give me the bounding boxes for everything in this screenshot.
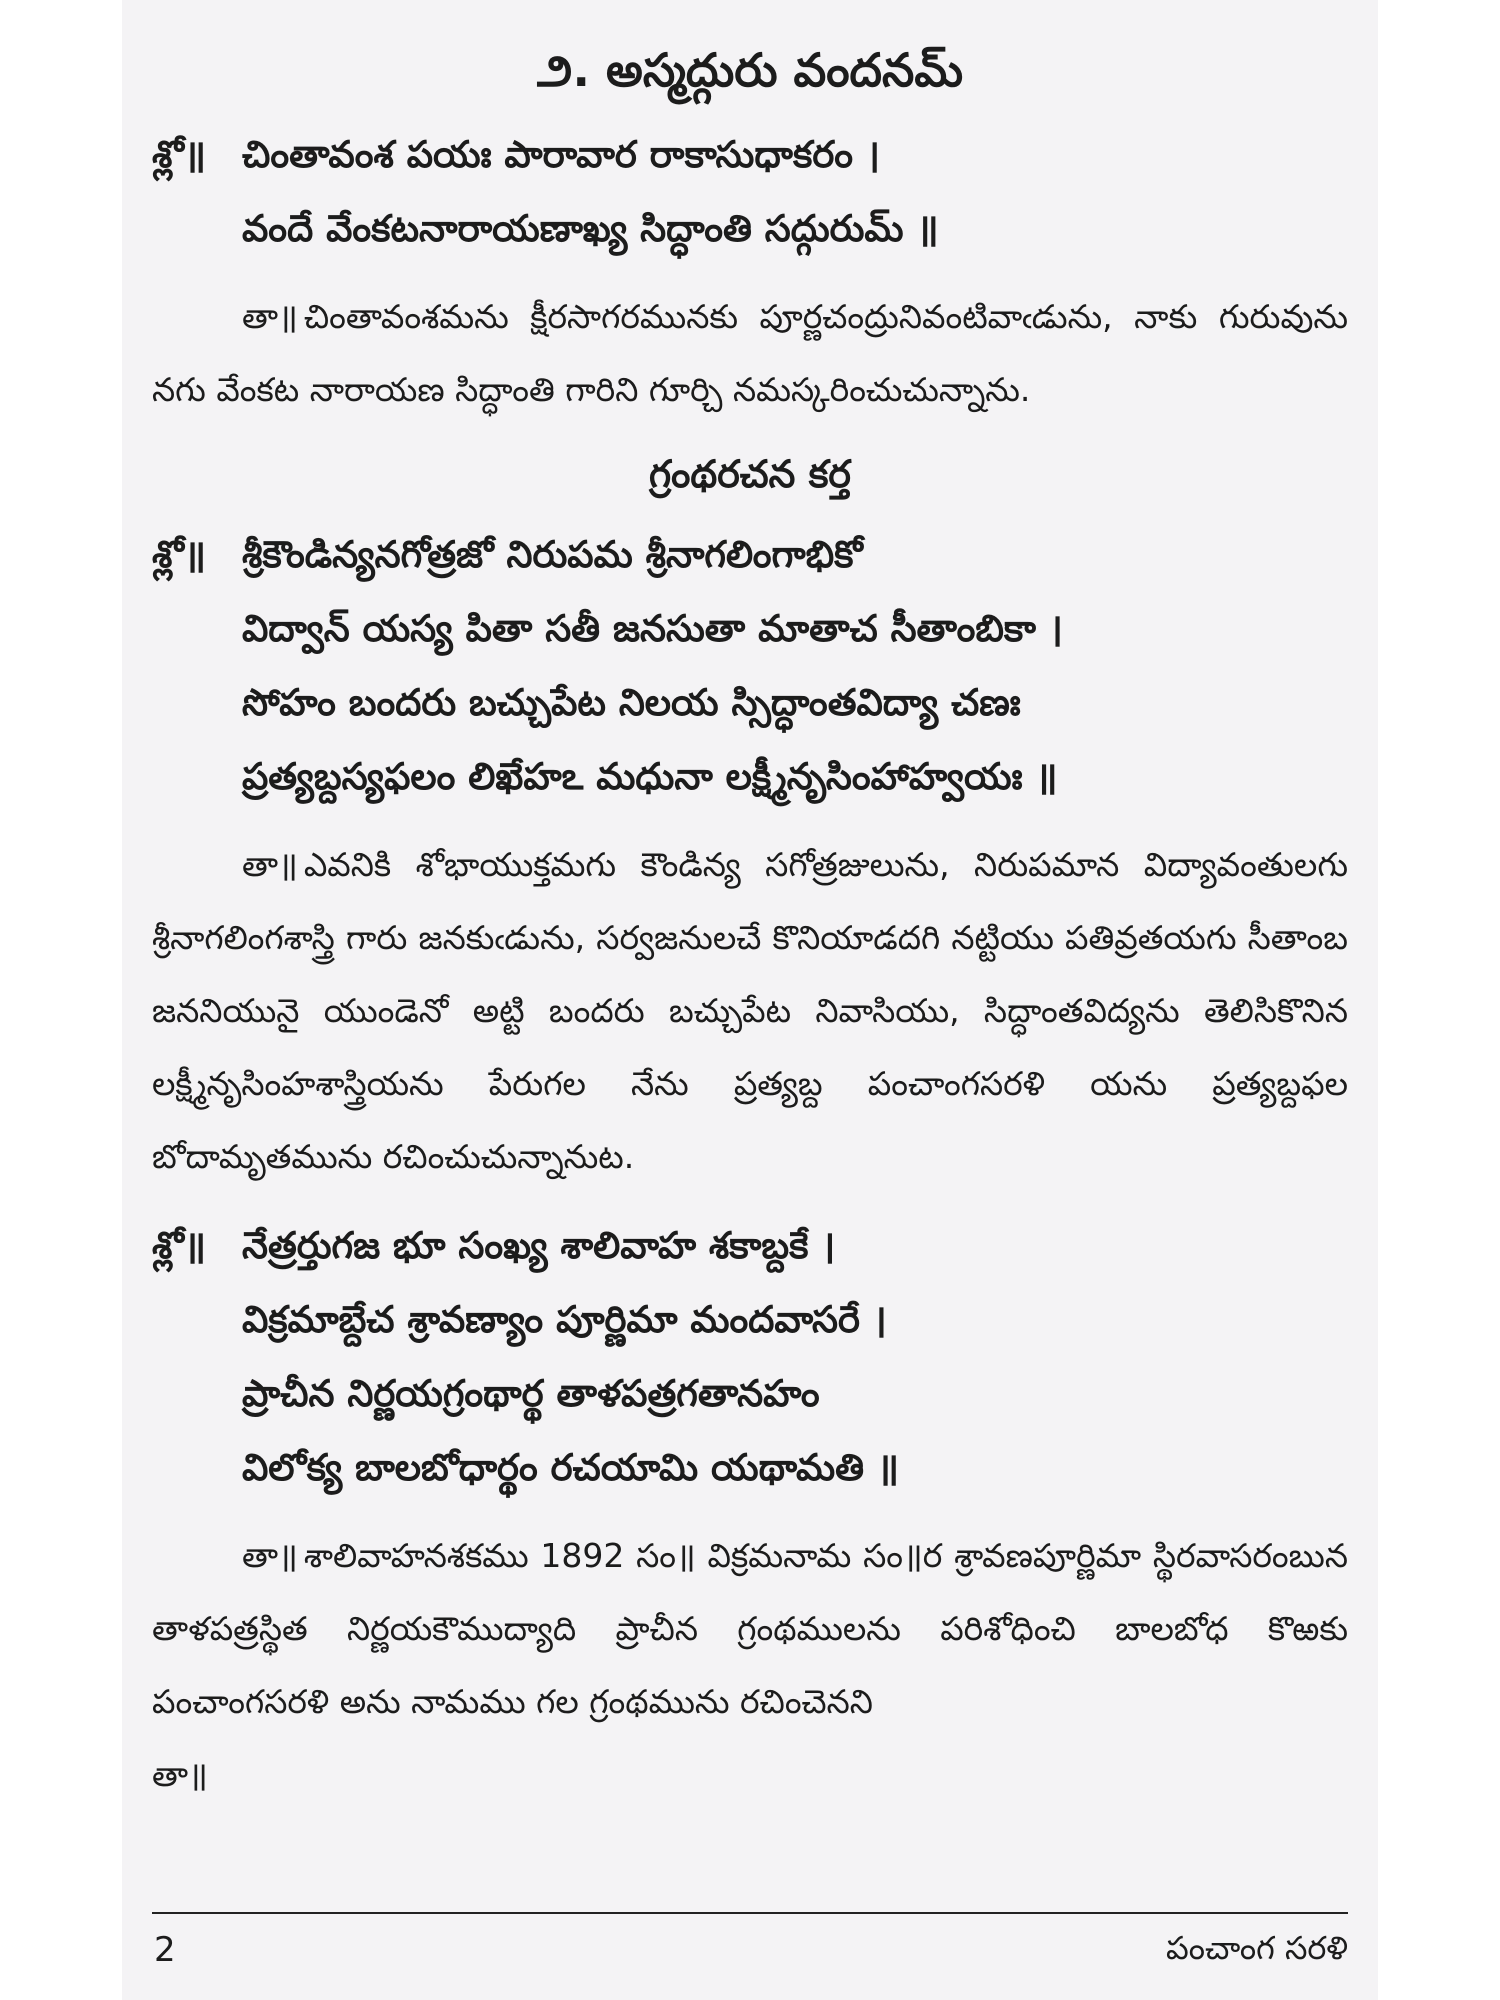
shloka-marker: శ్లో॥ <box>152 533 207 576</box>
shloka-text: సోహం బందరు బచ్చుపేట నిలయ స్సిద్ధాంతవిద్యా చణః <box>242 681 1021 724</box>
shloka-line <box>152 118 1348 192</box>
shloka-text: వందే వేంకటనారాయణాఖ్య సిద్ధాంతి సద్గురుమ్ ॥ <box>242 207 939 250</box>
page-content <box>152 40 1348 1827</box>
meaning-closing: తా॥ <box>152 1755 208 1794</box>
shloka-line <box>152 1357 1348 1431</box>
shloka-guru-vandanam <box>152 118 1348 266</box>
shloka-text: విక్రమాబ్దేచ శ్రావణ్యాం పూర్ణిమా మందవాసరే । <box>242 1298 887 1341</box>
shloka-text: విలోక్య బాలబోధార్థం రచయామి యథామతి ॥ <box>242 1446 900 1489</box>
meaning-text: చింతావంశమను క్షీరసాగరమునకు పూర్ణచంద్రునివంటివాఁడును, నాకు గురువును నగు వేంకట నారాయణ సిద్ధాంతి గారిని గూర్చి నమస్కరించుచున్నాను. <box>152 297 1348 409</box>
shloka-line <box>152 740 1348 814</box>
shloka-line <box>152 518 1348 592</box>
shloka-line <box>152 1283 1348 1357</box>
shloka-text: విద్వాన్ యస్య పితా సతీ జనసుతా మాతాచ సీతాంబికా । <box>242 607 1063 650</box>
shloka-author <box>152 518 1348 814</box>
section-heading: గ్రంథరచన కర్త <box>649 452 851 496</box>
meaning-prefix: తా॥ <box>242 297 298 336</box>
shloka-text: ప్రత్యబ్దస్యఫలం లిఖేహఽ మధునా లక్ష్మీనృసింహాహ్వయః ॥ <box>242 755 1058 798</box>
shloka-text: నేత్రర్తుగజ భూ సంఖ్య శాలివాహ శకాబ్దకే । <box>242 1224 836 1267</box>
footer-divider <box>152 1912 1348 1914</box>
shloka-text: ప్రాచీన నిర్ణయగ్రంథార్థ తాళపత్రగతానహం <box>242 1372 820 1415</box>
shloka-date <box>152 1209 1348 1505</box>
meaning-paragraph <box>152 280 1348 426</box>
page-title: ౨. అస్మద్గురు వందనమ్ <box>536 43 963 97</box>
shloka-marker: శ్లో॥ <box>152 133 207 176</box>
shloka-line <box>152 592 1348 666</box>
shloka-text: శ్రీకౌండిన్యనగోత్రజో నిరుపమ శ్రీనాగలింగాభికో <box>242 533 863 576</box>
shloka-line <box>152 1209 1348 1283</box>
shloka-text: చింతావంశ పయః పారావార రాకాసుధాకరం । <box>242 133 880 176</box>
shloka-line <box>152 666 1348 740</box>
meaning-paragraph <box>152 1519 1348 1811</box>
meaning-text: ఎవనికి శోభాయుక్తమగు కౌండిన్య సగోత్రజులును, నిరుపమాన విద్యావంతులగు శ్రీనాగలింగశాస్త్రి గారు జనకుఁడును, సర్వజనులచే కొనియాడదగి నట్టియు పతివ్రతయగు సీతాంబ జననియునై యుండెనో అట్టి బందరు బచ్చుపేట నివాసియు, సిద్ధాంతవిద్యను తెలిసికొనిన లక్ష్మీనృసింహశాస్త్రియను పేరుగల నేను ప్రత్యబ్ద పంచాంగసరళి యను ప్రత్యబ్దఫల బోదామృతమును రచించుచున్నానుట. <box>152 845 1348 1176</box>
shloka-line <box>152 1431 1348 1505</box>
meaning-prefix: తా॥ <box>242 1536 298 1575</box>
meaning-prefix: తా॥ <box>242 845 298 884</box>
shloka-line <box>152 192 1348 266</box>
meaning-paragraph <box>152 828 1348 1193</box>
shloka-marker: శ్లో॥ <box>152 1224 207 1267</box>
page-number: 2 <box>154 1930 176 1970</box>
meaning-text: శాలివాహనశకము 1892 సం॥ విక్రమనామ సం॥ర శ్రావణపూర్ణిమా స్థిరవాసరంబున తాళపత్రస్థిత నిర్ణయకౌముద్యాది ప్రాచీన గ్రంథములను పరిశోధించి బాలబోధ కొఱకు పంచాంగసరళి అను నామము గల గ్రంథమును రచించెనని <box>152 1536 1348 1721</box>
running-footer-title: పంచాంగ సరళి <box>1165 1929 1348 1967</box>
book-page <box>122 0 1378 2000</box>
